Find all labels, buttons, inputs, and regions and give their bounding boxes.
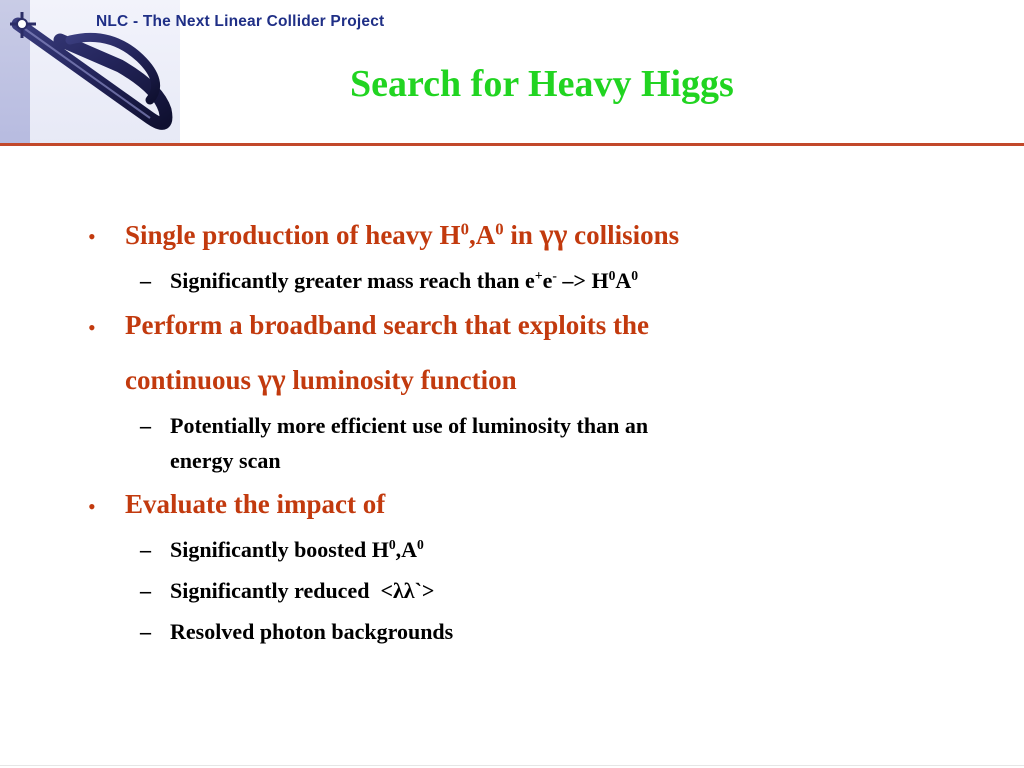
bullet-single-production: Single production of heavy $H^0,A^0$ in γγ collisions bbox=[125, 219, 680, 251]
sub-bullet-marker: – bbox=[140, 537, 151, 562]
sub-bullet-marker: – bbox=[140, 413, 151, 438]
bullet-broadband-line1: Perform a broadband search that exploits the bbox=[125, 310, 649, 340]
footer-divider bbox=[0, 765, 1024, 766]
bullet-evaluate-impact: Evaluate the impact of bbox=[125, 489, 386, 519]
bullet-broadband-line2: continuous γγ luminosity function bbox=[125, 364, 517, 396]
slide-title: Search for Heavy Higgs bbox=[350, 63, 734, 105]
sub-bullet-marker: – bbox=[140, 619, 151, 644]
bullet-marker: • bbox=[88, 494, 96, 519]
sub-bullet-boosted: Significantly boosted $H^0,A^0$ bbox=[170, 537, 424, 562]
sub-bullet-reduced: Significantly reduced <λλ`> bbox=[170, 578, 435, 603]
bullet-marker: • bbox=[88, 224, 96, 249]
bullet-marker: • bbox=[88, 315, 96, 340]
sub-bullet-efficient-line1: Potentially more efficient use of luminosity than an bbox=[170, 413, 649, 438]
sub-bullet-resolved: Resolved photon backgrounds bbox=[170, 619, 454, 644]
header-divider bbox=[0, 143, 1024, 146]
sub-bullet-marker: – bbox=[140, 578, 151, 603]
sub-bullet-mass-reach: Significantly greater mass reach than $e^+e^- -> H^0A^0$ bbox=[170, 268, 639, 293]
sub-bullet-efficient-line2: energy scan bbox=[170, 448, 281, 473]
project-title: NLC - The Next Linear Collider Project bbox=[96, 13, 385, 30]
sub-bullet-marker: – bbox=[140, 268, 151, 293]
